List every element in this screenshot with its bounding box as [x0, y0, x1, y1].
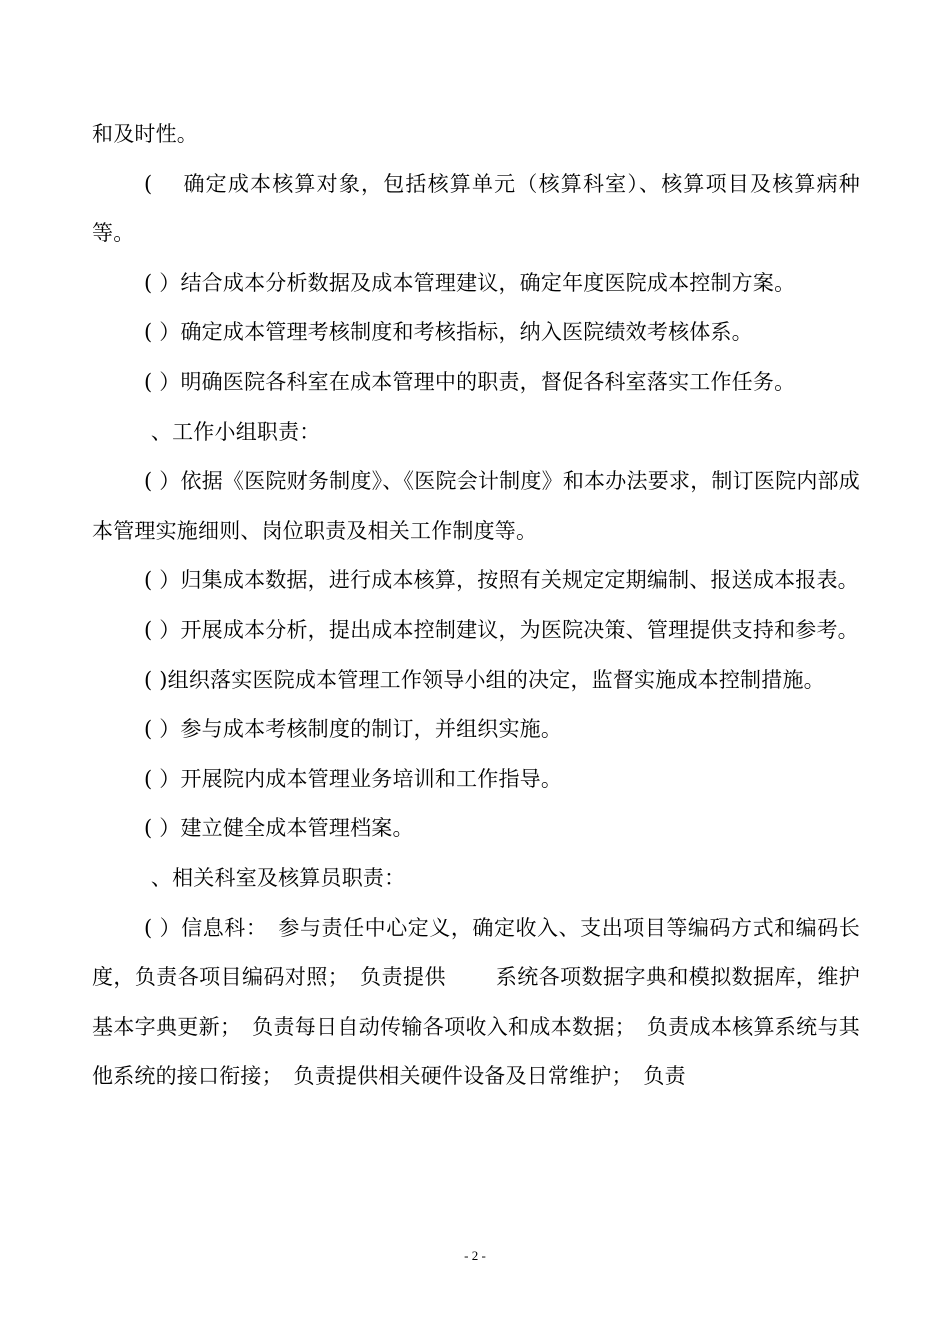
paragraph: ( 确定成本核算对象，包括核算单元（核算科室）、核算项目及核算病种等。 [92, 171, 860, 246]
paragraph: ( ）建立健全成本管理档案。 [144, 816, 414, 841]
paragraph: ( ）信息科： 参与责任中心定义，确定收入、支出项目等编码方式和编码长度，负责各项目编码对照； 负责提供 系统各项数据字典和模拟数据库，维护 基本字典更新； 负责每日自动传输各项收入和成本数据； 负责成本核算系统与其他系统的接口衔接； 负责提供相关硬件设备及日常维护； 负责 [92, 915, 910, 1089]
paragraph: ( ）开展成本分析，提出成本控制建议，为医院决策、管理提供支持和参考。 [144, 617, 859, 642]
paragraph: ( ）参与成本考核制度的制订，并组织实施。 [144, 717, 563, 742]
page-number: - 2 - [464, 1248, 486, 1263]
paragraph: ( ）开展院内成本管理业务培训和工作指导。 [144, 766, 563, 791]
document-body [92, 110, 910, 1102]
paragraph: ( ）依据《医院财务制度》、《医院会计制度》和本办法要求，制订医院内部成本管理实施细则、岗位职责及相关工作制度等。 [92, 469, 860, 543]
paragraph: ( ）归集成本数据，进行成本核算，按照有关规定定期编制、报送成本报表。 [144, 568, 859, 593]
paragraph: ( ）明确医院各科室在成本管理中的职责，督促各科室落实工作任务。 [144, 369, 796, 394]
paragraph: ( ）结合成本分析数据及成本管理建议，确定年度医院成本控制方案。 [144, 270, 796, 295]
section-heading: 、工作小组职责： [144, 419, 321, 444]
paragraph: ( ）确定成本管理考核制度和考核指标，纳入医院绩效考核体系。 [144, 320, 753, 345]
section-heading: 、相关科室及核算员职责： [144, 865, 406, 890]
paragraph: ( )组织落实医院成本管理工作领导小组的决定，监督实施成本控制措施。 [144, 667, 825, 692]
paragraph: 和及时性。 [92, 122, 198, 146]
